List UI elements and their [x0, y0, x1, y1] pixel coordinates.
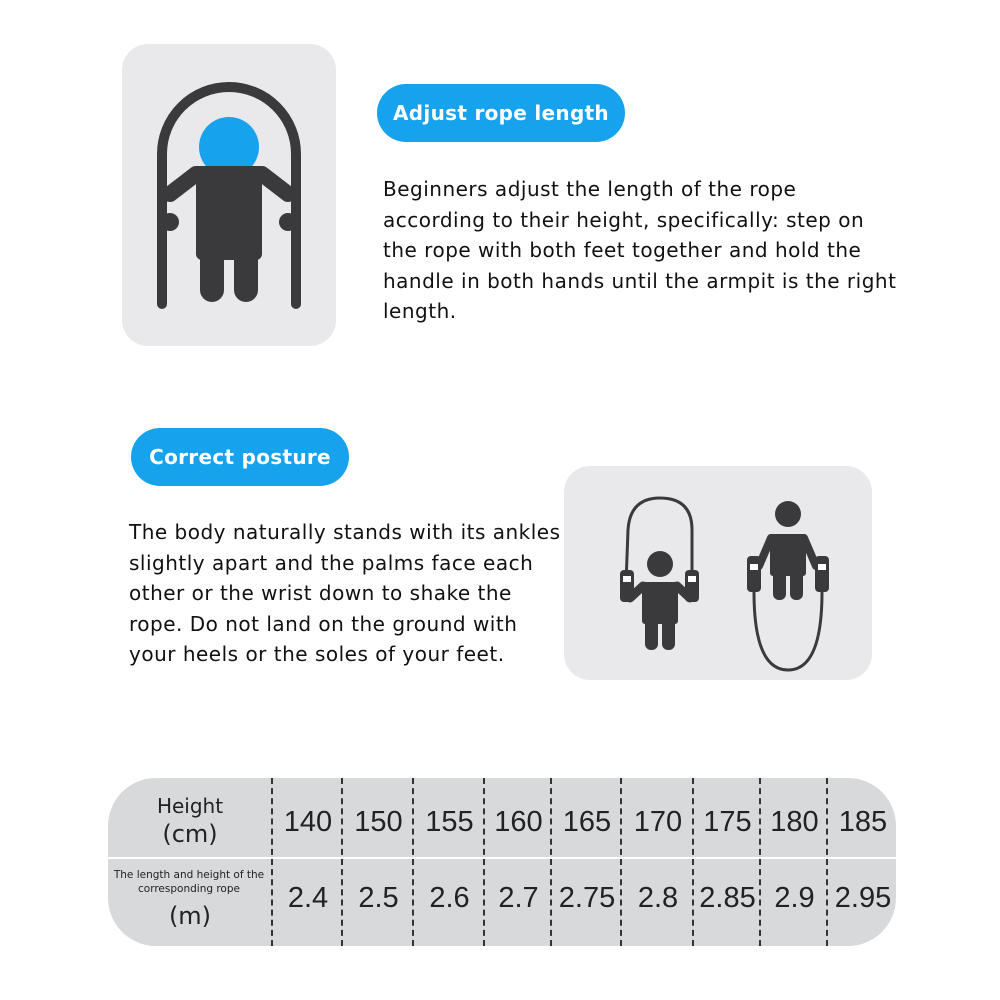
adjust-rope-length-text: Beginners adjust the length of the rope according to their height, specifically: step on the rope with both feet together and hold the handle in both hands until the armpit is the right length. — [383, 177, 897, 323]
correct-posture-text: The body naturally stands with its ankles slightly apart and the palms face each other or the wrist down to shake the rope. Do not land on the ground with your heels or the soles of your feet. — [129, 520, 561, 666]
rope-length-value: 2.85 — [699, 882, 756, 914]
height-label: Height — [156, 794, 224, 818]
column-divider — [692, 778, 694, 946]
rope-length-value: 2.9 — [774, 882, 815, 914]
height-value: 165 — [562, 806, 612, 838]
height-unit: (cm) — [162, 820, 218, 848]
rope-length-value: 2.4 — [287, 882, 329, 914]
rope-size-table — [108, 778, 896, 946]
row-divider — [108, 857, 896, 859]
rope-length-value: 2.6 — [429, 882, 470, 914]
rope-length-value: 2.7 — [498, 882, 539, 914]
jumping-figures-icon — [564, 466, 872, 680]
rope-length-value: 2.5 — [358, 882, 399, 914]
height-value: 175 — [703, 806, 752, 838]
height-value: 180 — [770, 806, 819, 838]
column-divider — [483, 778, 485, 946]
height-value: 170 — [633, 806, 683, 838]
height-value: 150 — [354, 806, 403, 838]
adjust-rope-length-badge: Adjust rope length — [377, 84, 625, 142]
jump-rope-person-icon — [122, 44, 336, 346]
rope-length-value: 2.8 — [637, 882, 679, 914]
height-value: 160 — [494, 806, 543, 838]
column-divider — [759, 778, 761, 946]
height-value: 155 — [425, 806, 474, 838]
rope-length-label: The length and height of the corresponding rope — [113, 869, 265, 895]
rope-length-value: 2.95 — [834, 882, 892, 914]
correct-posture-badge: Correct posture — [131, 428, 349, 486]
posture-illustration — [564, 466, 872, 680]
column-divider — [341, 778, 343, 946]
height-value: 140 — [283, 806, 333, 838]
column-divider — [271, 778, 273, 946]
column-divider — [620, 778, 622, 946]
height-value: 185 — [838, 806, 888, 838]
rope-length-unit: (m) — [168, 902, 212, 930]
rope-length-illustration — [122, 44, 336, 346]
column-divider — [550, 778, 552, 946]
rope-length-value: 2.75 — [558, 882, 616, 914]
column-divider — [826, 778, 828, 946]
column-divider — [412, 778, 414, 946]
